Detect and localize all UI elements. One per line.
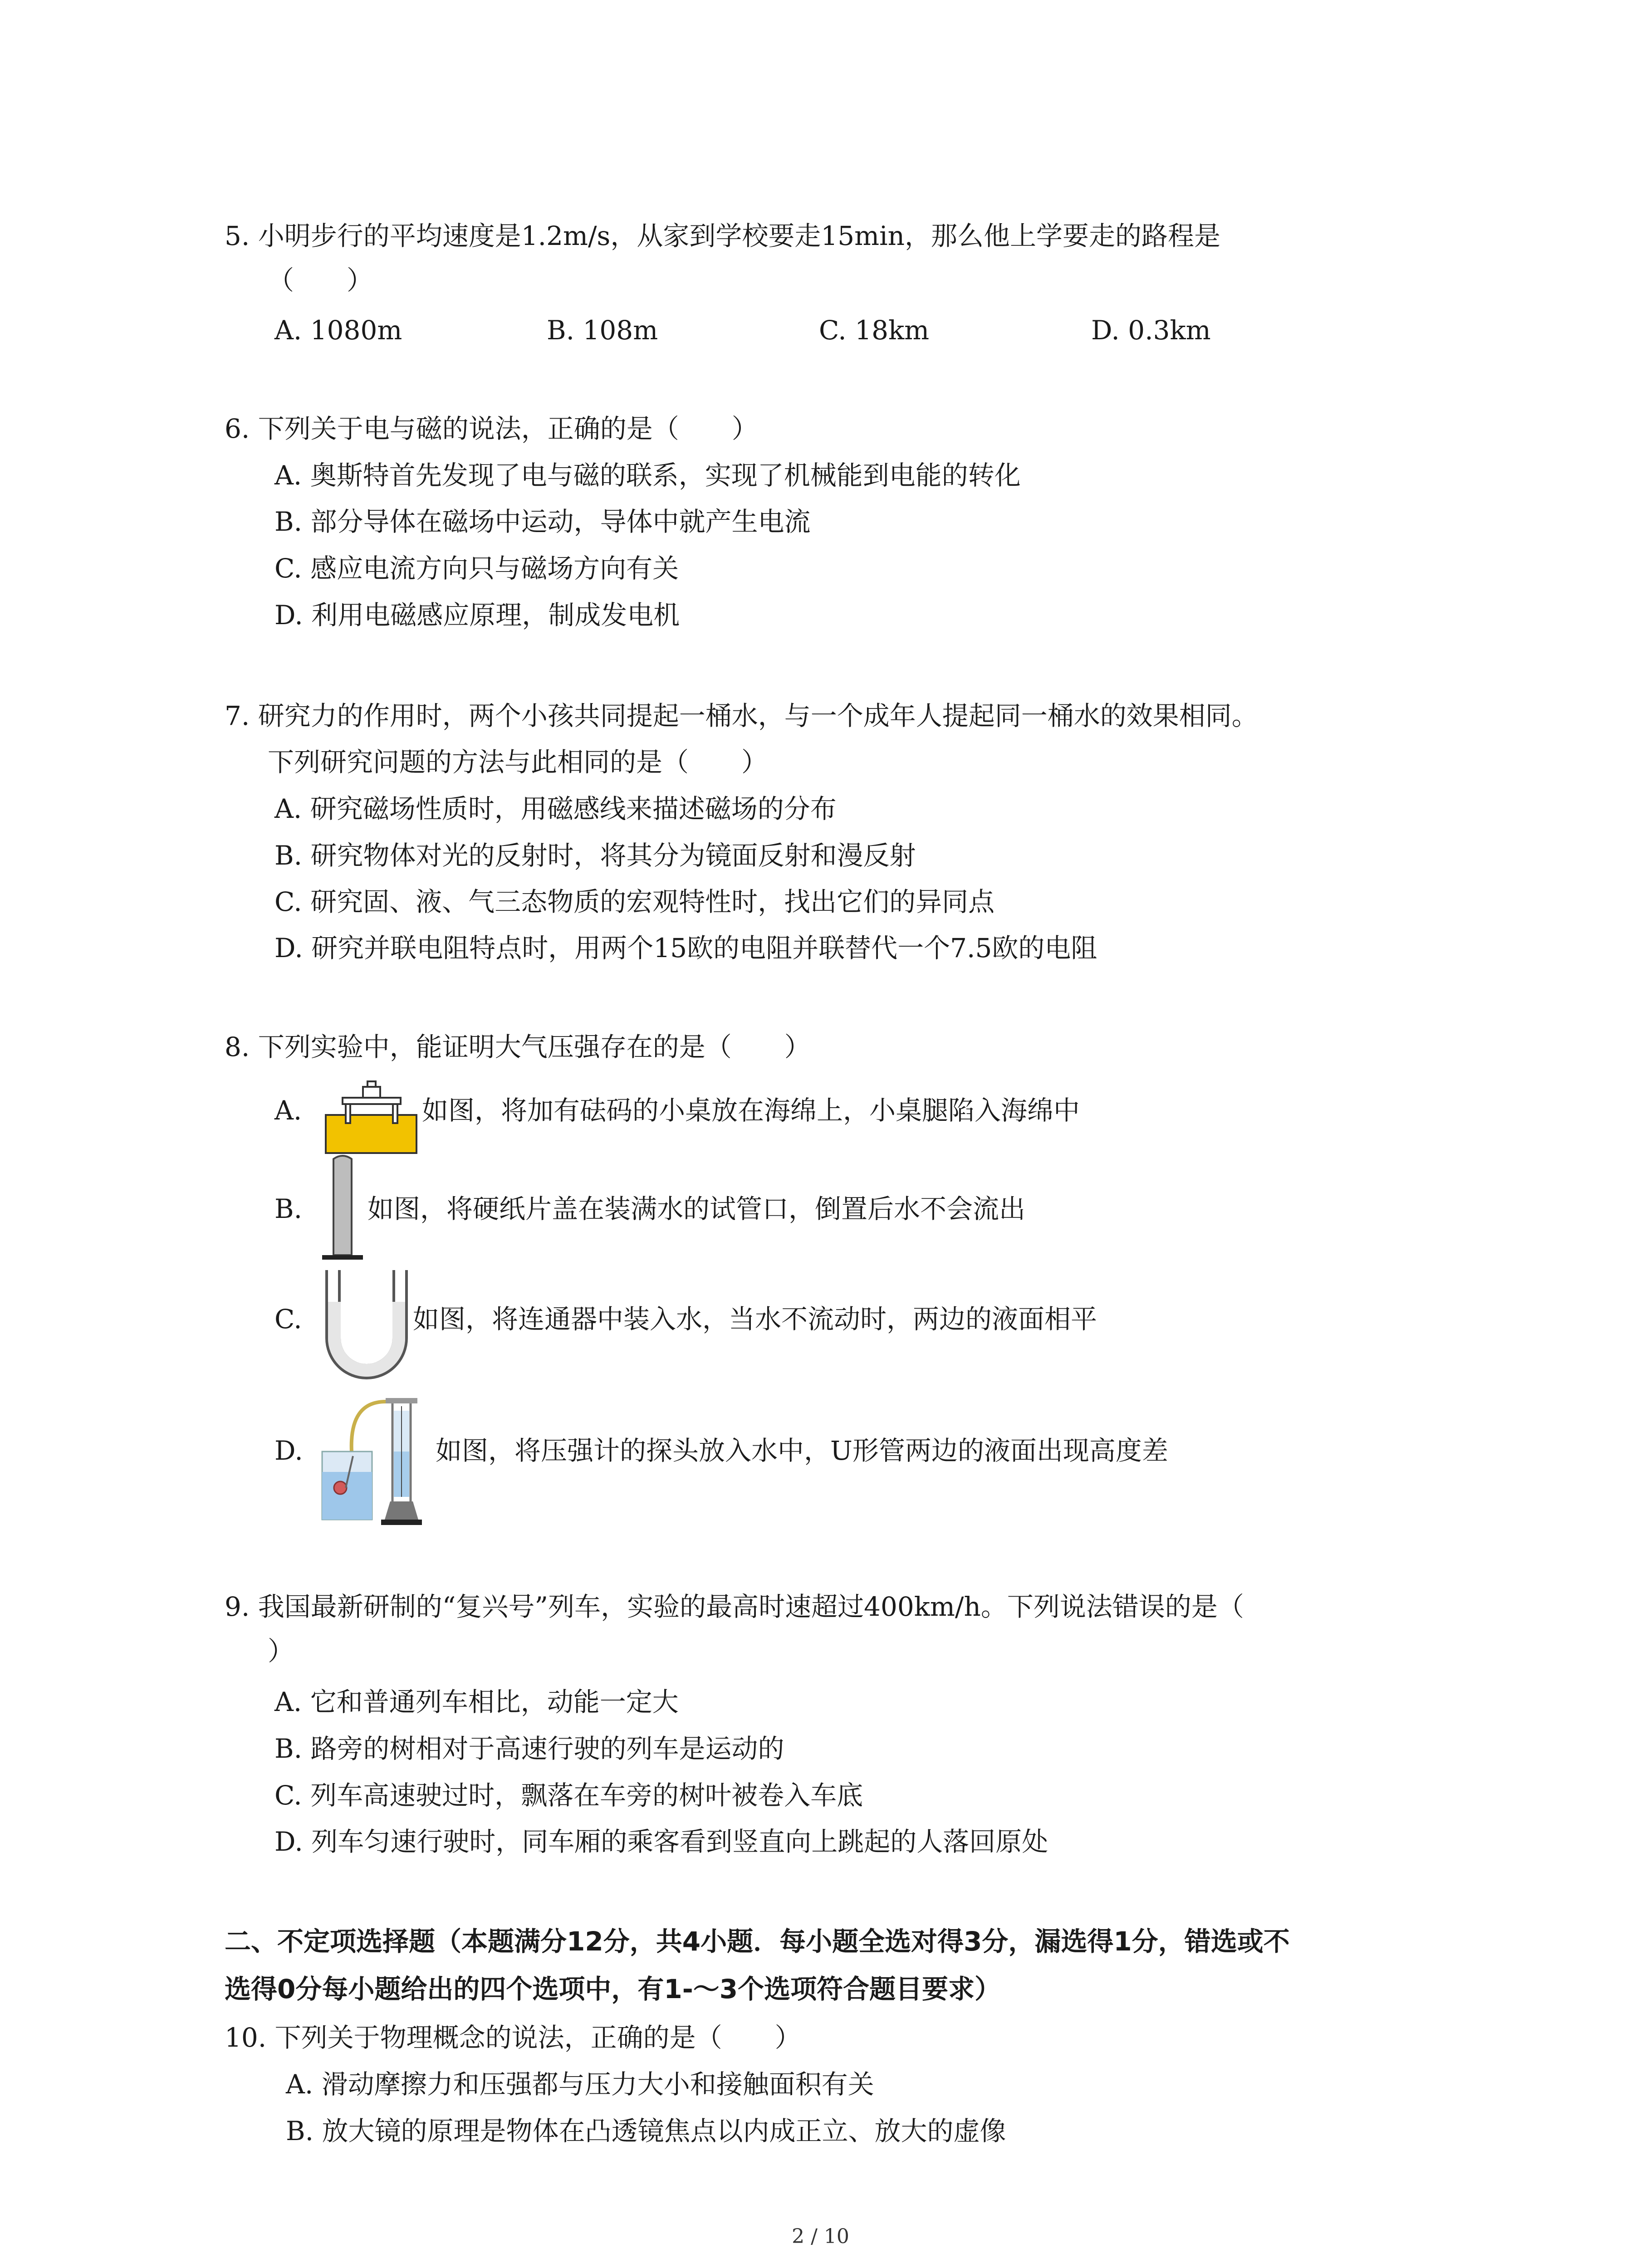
q8-option-d-text: 如图，将压强计的探头放入水中，U形管两边的液面出现高度差 (436, 1435, 1168, 1466)
pressure-gauge-figure (318, 1393, 436, 1529)
test-tube-figure (318, 1154, 367, 1266)
q10-option-a: A. 滑动摩擦力和压强都与压力大小和接触面积有关 (286, 2069, 874, 2100)
q9-option-a: A. 它和普通列车相比，动能一定大 (274, 1686, 679, 1717)
q7-option-b: B. 研究物体对光的反射时，将其分为镜面反射和漫反射 (274, 840, 916, 871)
q8-option-b-text: 如图，将硬纸片盖在装满水的试管口，倒置后水不会流出 (367, 1193, 1026, 1224)
q5-option-b: B. 108m (547, 315, 658, 346)
q7-option-a: A. 研究磁场性质时，用磁感线来描述磁场的分布 (274, 793, 837, 824)
q7-stem-line2: 下列研究问题的方法与此相同的是（ ） (268, 747, 768, 777)
q10-stem: 10. 下列关于物理概念的说法，正确的是（ ） (225, 2022, 801, 2053)
q5-stem: 5. 小明步行的平均速度是1.2m/s，从家到学校要走15min，那么他上学要走的路程是 (225, 220, 1221, 251)
q6-option-a: A. 奥斯特首先发现了电与磁的联系，实现了机械能到电能的转化 (274, 460, 1021, 491)
q8-option-a-letter: A. (274, 1095, 302, 1126)
table-on-sponge-figure (322, 1080, 420, 1154)
q7-stem-line1: 7. 研究力的作用时，两个小孩共同提起一桶水，与一个成年人提起同一桶水的效果相同。 (225, 700, 1258, 731)
q7-option-c: C. 研究固、液、气三态物质的宏观特性时，找出它们的异同点 (274, 886, 995, 917)
u-tube-connector-figure (318, 1266, 415, 1383)
q9-option-c: C. 列车高速驶过时，飘落在车旁的树叶被卷入车底 (274, 1780, 863, 1811)
q5-option-a: A. 1080m (274, 315, 402, 346)
q6-option-b: B. 部分导体在磁场中运动，导体中就产生电流 (274, 506, 811, 537)
q8-option-c-letter: C. (274, 1304, 302, 1334)
q9-option-b: B. 路旁的树相对于高速行驶的列车是运动的 (274, 1733, 784, 1764)
q8-option-c-text: 如图，将连通器中装入水，当水不流动时，两边的液面相平 (413, 1304, 1097, 1334)
q5-option-c: C. 18km (819, 315, 930, 346)
q9-stem-line2: ） (268, 1636, 294, 1667)
q6-option-d: D. 利用电磁感应原理，制成发电机 (274, 600, 680, 631)
q9-stem-line1: 9. 我国最新研制的“复兴号”列车，实验的最高时速超过400km/h。下列说法错误的是（ (225, 1591, 1244, 1622)
q6-stem: 6. 下列关于电与磁的说法，正确的是（ ） (225, 413, 758, 444)
q5-option-d: D. 0.3km (1091, 315, 1211, 346)
section2-heading-line1: 二、不定项选择题（本题满分12分，共4小题．每小题全选对得3分，漏选得1分，错选或不 (225, 1926, 1290, 1957)
q8-option-a-text: 如图，将加有砝码的小桌放在海绵上，小桌腿陷入海绵中 (422, 1095, 1080, 1126)
q5-paren: （ ） (268, 265, 373, 296)
q7-option-d: D. 研究并联电阻特点时，用两个15欧的电阻并联替代一个7.5欧的电阻 (274, 933, 1097, 963)
q9-option-d: D. 列车匀速行驶时，同车厢的乘客看到竖直向上跳起的人落回原处 (274, 1826, 1048, 1857)
page-number: 2 / 10 (792, 2225, 849, 2248)
q10-option-b: B. 放大镜的原理是物体在凸透镜焦点以内成正立、放大的虚像 (286, 2116, 1006, 2146)
q6-option-c: C. 感应电流方向只与磁场方向有关 (274, 553, 679, 584)
section2-heading-line2: 选得0分每小题给出的四个选项中，有1-～3个选项符合题目要求） (225, 1974, 1001, 2004)
q8-option-b-letter: B. (274, 1193, 303, 1224)
q8-stem: 8. 下列实验中，能证明大气压强存在的是（ ） (225, 1031, 811, 1062)
q8-option-d-letter: D. (274, 1435, 303, 1466)
